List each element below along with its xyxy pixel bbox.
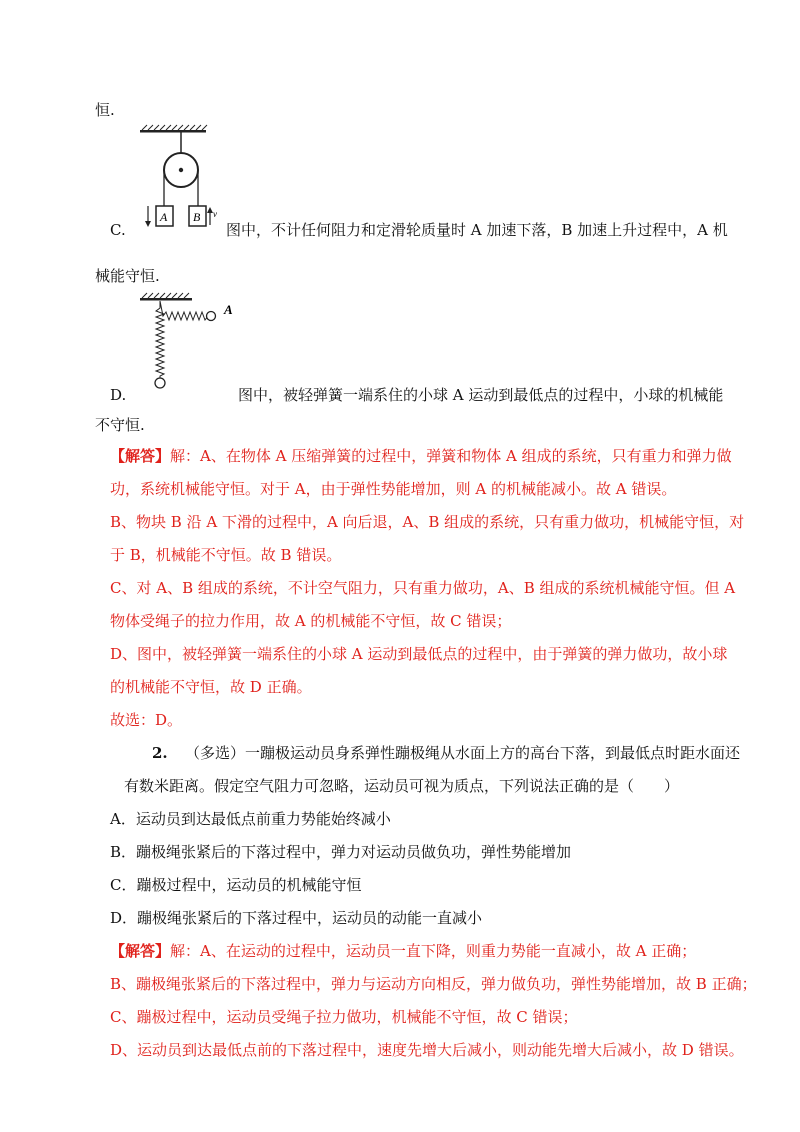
pulley-figure	[136, 124, 216, 234]
option-d-text-line1: 图中，被轻弹簧一端系住的小球 A 运动到最低点的过程中，小球的机械能	[238, 386, 724, 404]
option-d-label: D.	[110, 386, 127, 404]
question-2-option-b: B．蹦极绳张紧后的下落过程中，弹力对运动员做负功，弹性势能增加	[110, 843, 572, 861]
answer-1-tag: 【解答】	[110, 447, 171, 465]
answer-1-line-3: B、物块 B 沿 A 下滑的过程中，A 向后退，A、B 组成的系统，只有重力做功，机械能守恒，对	[110, 513, 745, 531]
answer-1-line-9: 故选：D。	[110, 711, 183, 729]
answer-1-line-6: 物体受绳子的拉力作用，故 A 的机械能不守恒，故 C 错误；	[110, 612, 512, 630]
question-2-line-2: 有数米距离。假定空气阻力可忽略，运动员可视为质点，下列说法正确的是（ ）	[124, 777, 680, 795]
answer-1-line-4: 于 B，机械能不守恒。故 B 错误。	[110, 546, 342, 564]
answer-1-line-1: 【解答】解：A、在物体 A 压缩弹簧的过程中，弹簧和物体 A 组成的系统，只有重力和弹力做	[110, 447, 732, 465]
answer-1-line-7: D、图中，被轻弹簧一端系住的小球 A 运动到最低点的过程中，由于弹簧的弹力做功，故小球	[110, 645, 728, 663]
spring-figure	[138, 294, 248, 394]
question-2-option-a: A．运动员到达最低点前重力势能始终减小	[110, 810, 391, 828]
option-c-text-line1: 图中，不计任何阻力和定滑轮质量时 A 加速下落，B 加速上升过程中，A 机	[226, 221, 728, 239]
answer-2-line-2: B、蹦极绳张紧后的下落过程中，弹力与运动方向相反，弹力做负功，弹性势能增加，故 B 正确；	[110, 975, 757, 993]
option-c-label: C.	[110, 221, 126, 239]
velocity-label: v	[213, 209, 217, 219]
answer-2-tag: 【解答】	[110, 942, 171, 960]
question-2-option-c: C．蹦极过程中，运动员的机械能守恒	[110, 876, 362, 894]
question-2-number: 2.	[152, 744, 168, 762]
question-2-option-d: D．蹦极绳张紧后的下落过程中，运动员的动能一直减小	[110, 909, 483, 927]
block-b-label: B	[193, 210, 201, 224]
answer-1-line-2: 功，系统机械能守恒。对于 A，由于弹性势能增加，则 A 的机械能减小。故 A 错误。	[110, 480, 677, 498]
ball-label: A	[224, 302, 233, 317]
answer-2-line-3: C、蹦极过程中，运动员受绳子拉力做功，机械能不守恒，故 C 错误；	[110, 1008, 578, 1026]
block-a-label: A	[160, 210, 168, 224]
option-d-text-line2: 不守恒.	[95, 416, 145, 434]
answer-1-line-8: 的机械能不守恒，故 D 正确。	[110, 678, 312, 696]
question-2-line-1: （多选）一蹦极运动员身系弹性蹦极绳从水面上方的高台下落，到最低点时距水面还	[185, 744, 741, 762]
answer-2-line-1: 【解答】解：A、在运动的过程中，运动员一直下降，则重力势能一直减小，故 A 正确；	[110, 942, 697, 960]
option-c-text-line2: 械能守恒.	[95, 267, 160, 285]
answer-2-line-4: D、运动员到达最低点前的下落过程中，速度先增大后减小，则动能先增大后减小，故 D 错误。	[110, 1041, 744, 1059]
previous-option-tail: 恒.	[95, 101, 115, 119]
answer-1-line-5: C、对 A、B 组成的系统，不计空气阻力，只有重力做功，A、B 组成的系统机械能守恒。但 A	[110, 579, 736, 597]
